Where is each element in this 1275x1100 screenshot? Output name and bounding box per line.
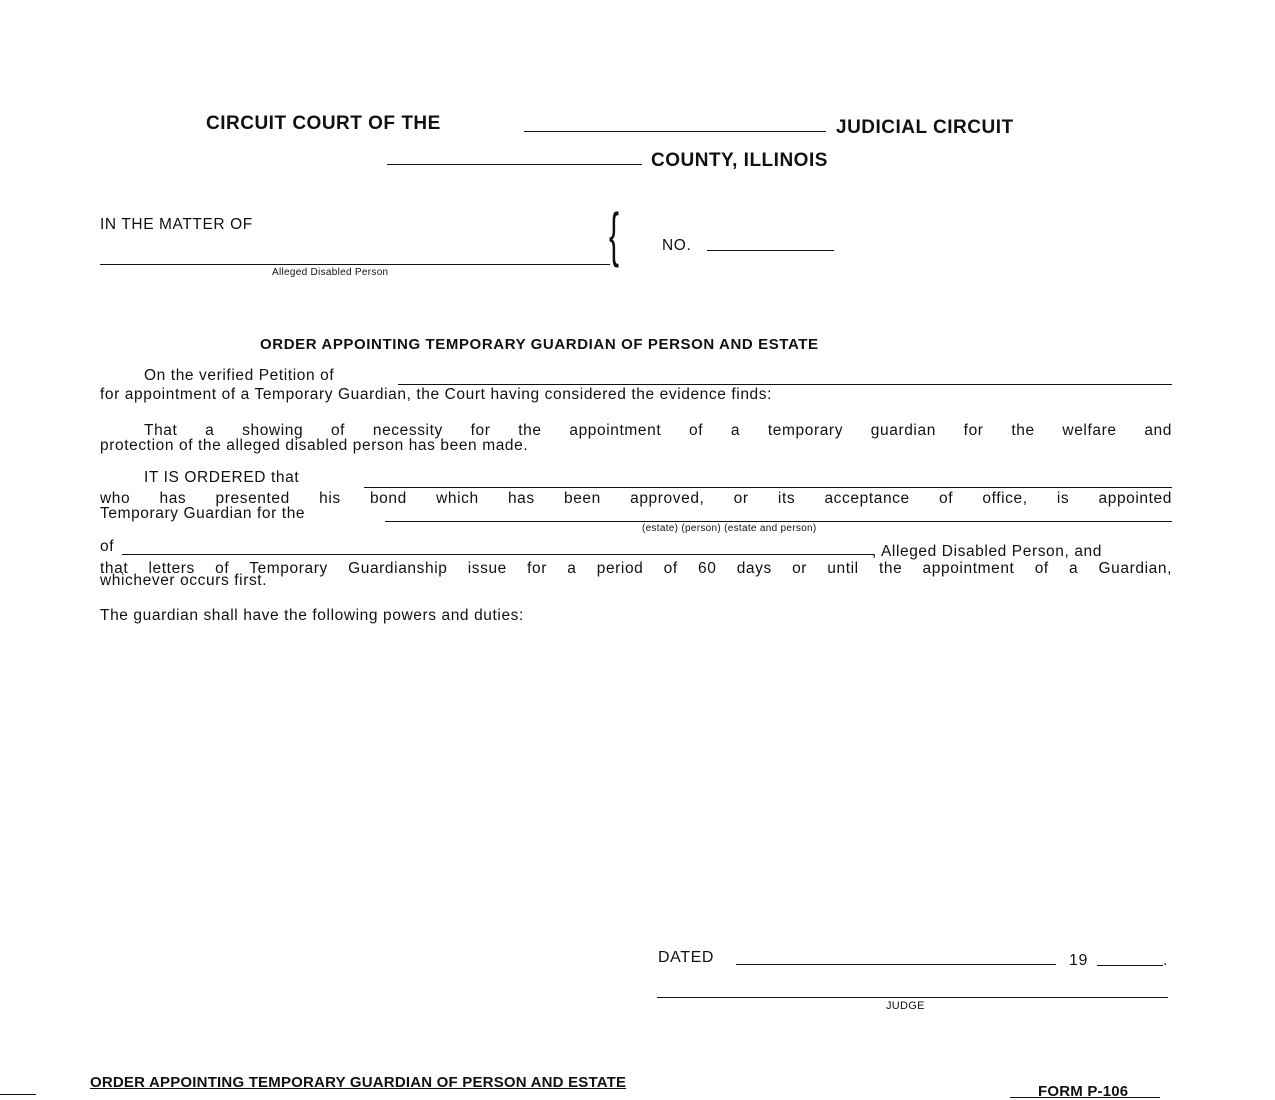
of-suffix: , Alleged Disabled Person, and — [872, 543, 1102, 560]
dated-label: DATED — [658, 949, 715, 966]
of-prefix: of — [100, 538, 115, 555]
in-the-matter-of-label: IN THE MATTER OF — [100, 216, 253, 233]
case-number-field[interactable] — [707, 250, 834, 251]
caption-brace: { — [609, 201, 620, 268]
petition-prefix: On the verified Petition of — [144, 367, 335, 384]
powers-duties-area[interactable] — [100, 630, 1172, 930]
disabled-person-name-field[interactable] — [122, 554, 874, 555]
petition-line-2: for appointment of a Temporary Guardian, the Court having considered the evidence finds: — [100, 386, 773, 403]
order-title: ORDER APPOINTING TEMPORARY GUARDIAN OF PERSON AND ESTATE — [260, 336, 819, 353]
alleged-disabled-person-label: Alleged Disabled Person — [272, 267, 389, 278]
year-suffix: . — [1163, 952, 1168, 969]
county-header: COUNTY, ILLINOIS — [651, 150, 828, 171]
year-field[interactable] — [1097, 965, 1163, 966]
finding-line-1: That a showing of necessity for the appointment of a temporary guardian for the welfare and — [144, 422, 1172, 439]
powers-line: The guardian shall have the following powers and duties: — [100, 607, 524, 624]
guardianship-type-field[interactable] — [385, 521, 1172, 522]
ordered-line-2: who has presented his bond which has been approved, or its acceptance of office, is appointed — [100, 490, 1172, 507]
judicial-circuit-field[interactable] — [524, 131, 826, 132]
case-no-label: NO. — [662, 237, 692, 254]
county-field[interactable] — [387, 164, 642, 165]
court-header-right: JUDICIAL CIRCUIT — [836, 117, 1014, 138]
form-number: FORM P-106 — [1038, 1083, 1129, 1100]
year-prefix: 19 — [1069, 952, 1088, 969]
footer-title: ORDER APPOINTING TEMPORARY GUARDIAN OF PERSON AND ESTATE — [90, 1074, 627, 1091]
guardianship-type-hint: (estate) (person) (estate and person) — [642, 523, 817, 534]
letters-line: that letters of Temporary Guardianship issue for a period of 60 days or until the appointment of a Guardian, — [100, 560, 1172, 577]
date-field[interactable] — [736, 964, 1056, 965]
guardian-name-field[interactable] — [364, 487, 1172, 488]
judge-signature-field[interactable] — [657, 997, 1168, 998]
finding-line-2: protection of the alleged disabled person has been made. — [100, 437, 529, 454]
alleged-disabled-person-field[interactable] — [100, 264, 610, 265]
ordered-prefix: IT IS ORDERED that — [144, 469, 300, 486]
footer-rule-left — [0, 1094, 36, 1095]
court-header-left: CIRCUIT COURT OF THE — [206, 113, 441, 134]
ordered-line-3-prefix: Temporary Guardian for the — [100, 505, 306, 522]
footer-rule-right — [1010, 1097, 1160, 1098]
petitioner-field[interactable] — [398, 384, 1172, 385]
judge-label: JUDGE — [886, 1000, 925, 1012]
letters-line-2: whichever occurs first. — [100, 572, 268, 589]
